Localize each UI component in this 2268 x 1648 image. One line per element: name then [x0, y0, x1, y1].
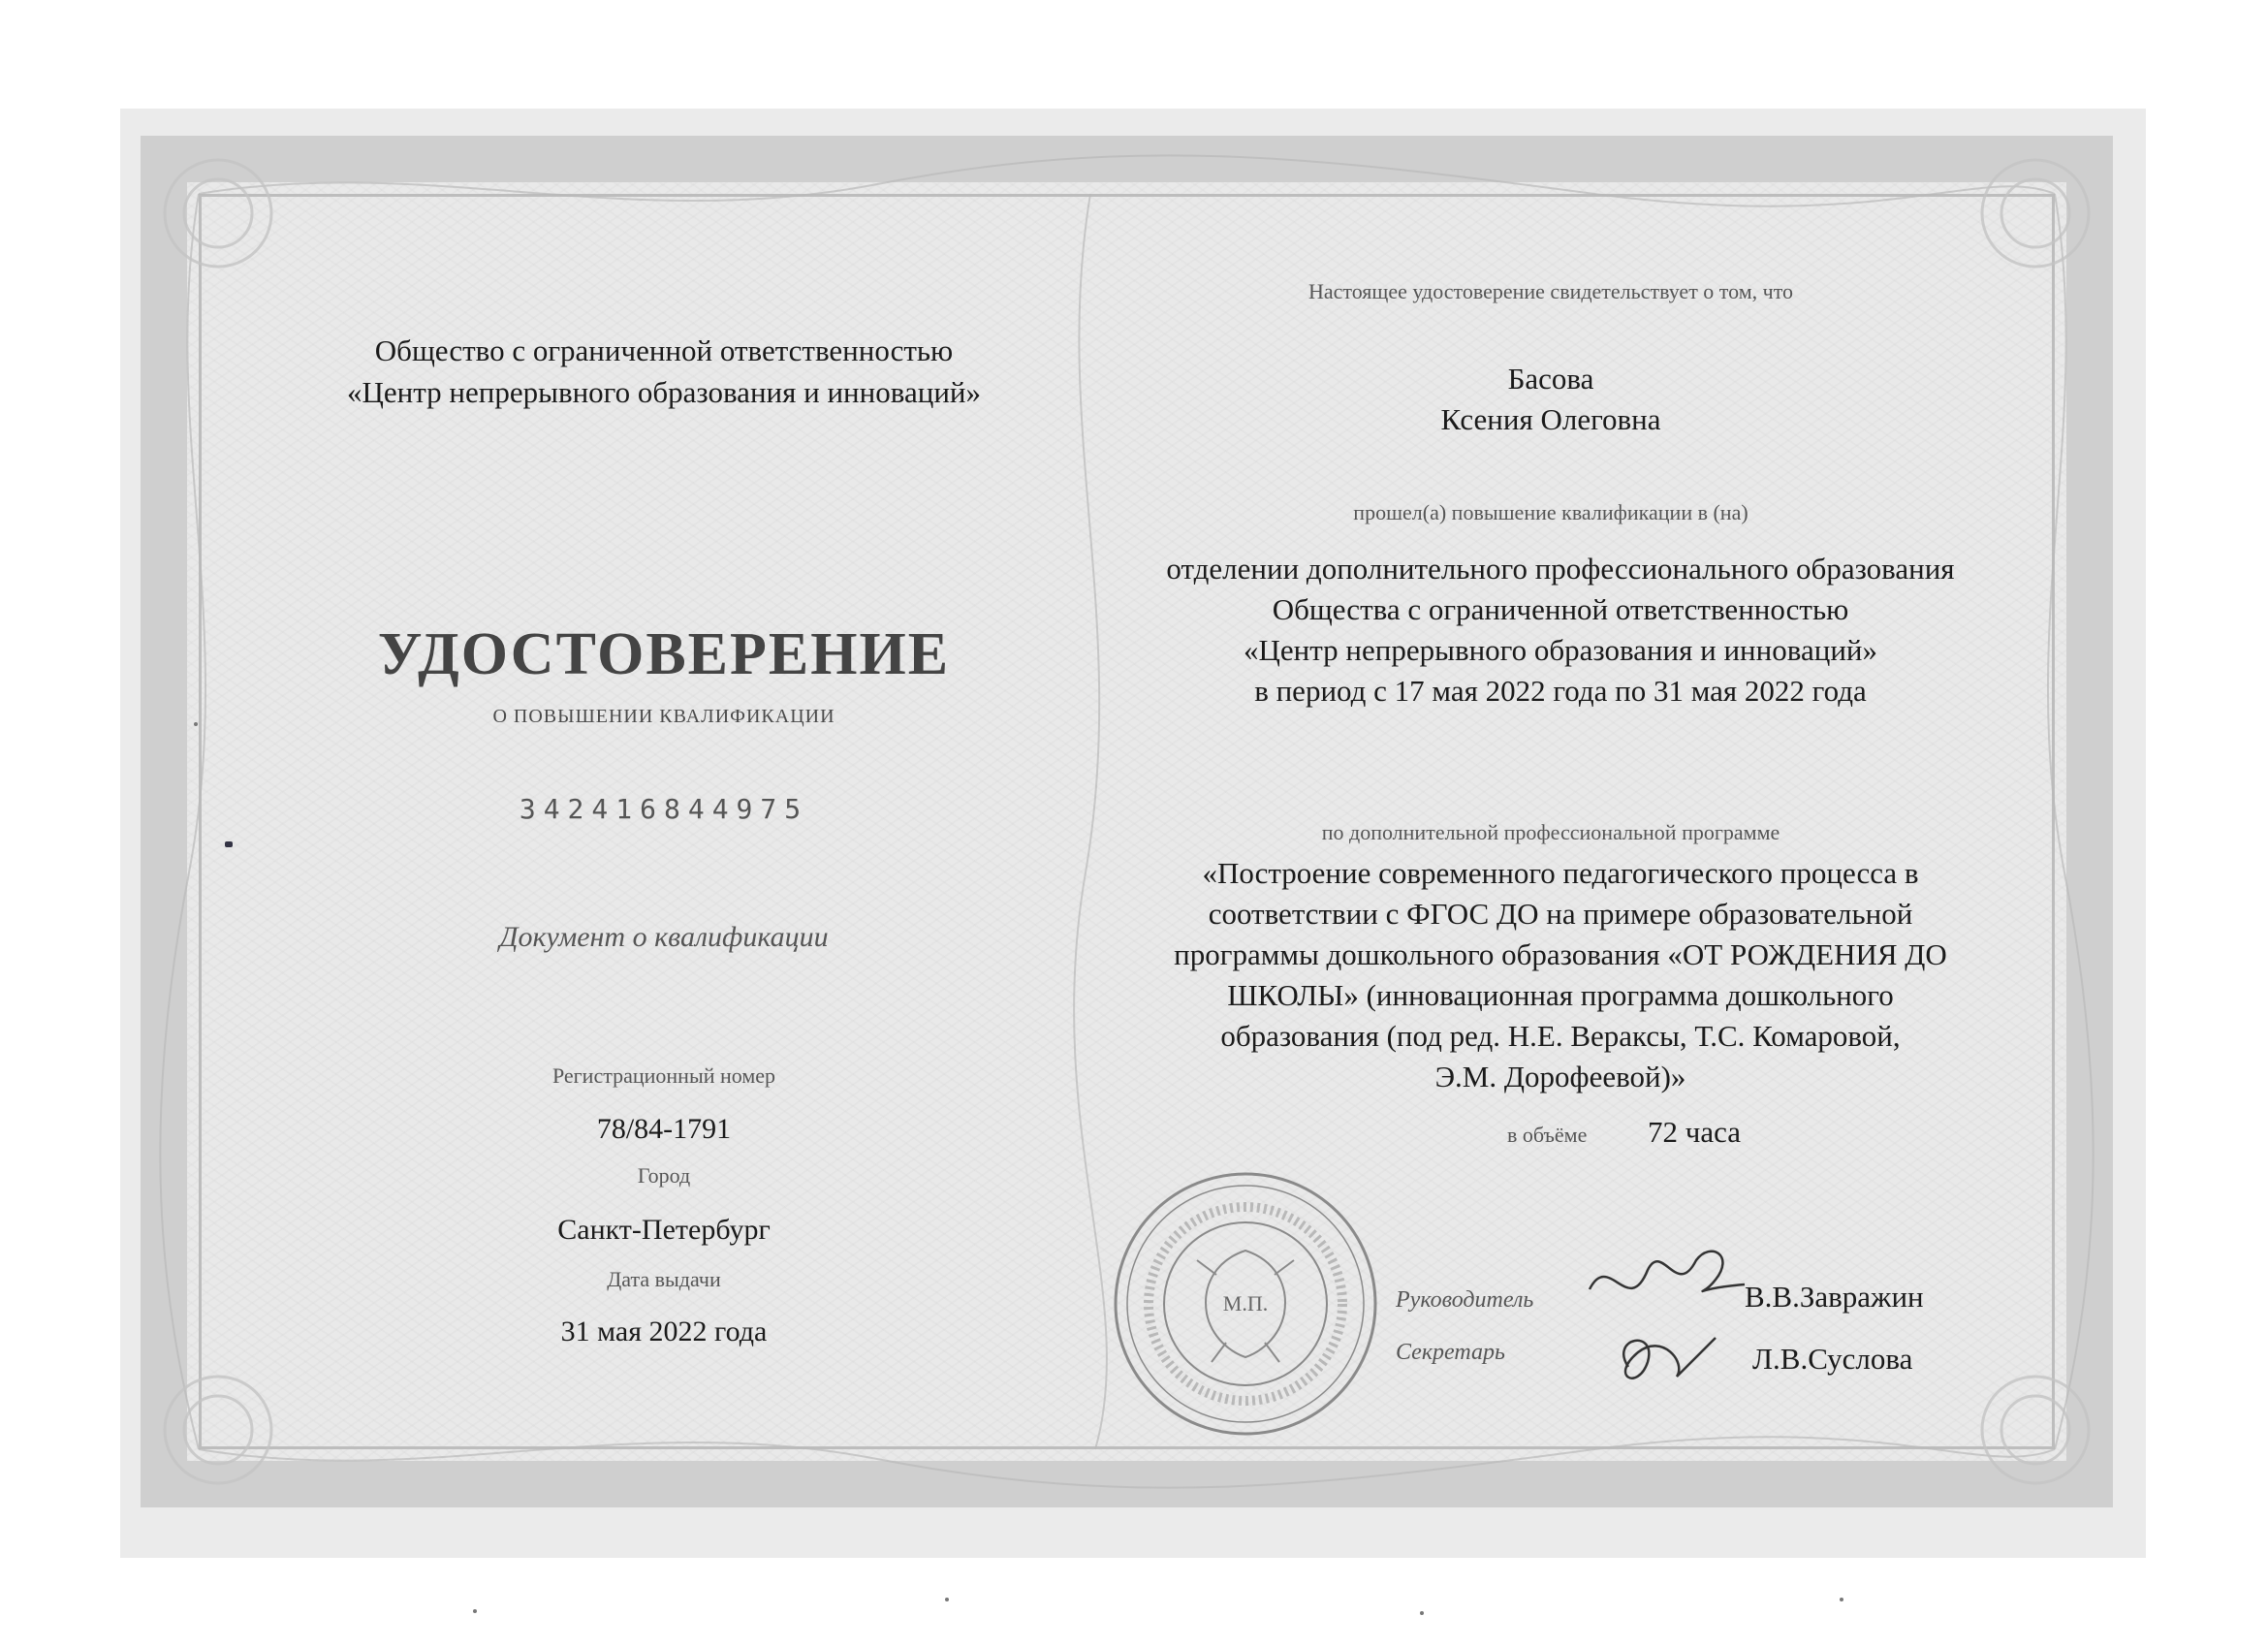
- document-kind: Документ о квалификации: [499, 921, 829, 953]
- program-line: программы дошкольного образования «ОТ РОЖДЕНИЯ ДО: [1174, 937, 1947, 971]
- secretary-name: Л.В.Суслова: [1752, 1342, 1913, 1376]
- serial-number: 342416844975: [519, 793, 809, 825]
- city-value: Санкт-Петербург: [557, 1214, 771, 1246]
- program-line: «Построение современного педагогического процесса в: [1202, 856, 1919, 890]
- program-line: образования (под ред. Н.Е. Вераксы, Т.С. Комаровой,: [1220, 1019, 1901, 1053]
- issue-date: 31 мая 2022 года: [560, 1315, 768, 1347]
- period-line: в период с 17 мая 2022 года по 31 мая 2022 года: [1254, 674, 1867, 708]
- program-line: ШКОЛЫ» (инновационная программа дошкольного: [1227, 978, 1894, 1012]
- passed-label: прошел(а) повышение квалификации в (на): [1353, 500, 1748, 524]
- scan-speck: [1840, 1598, 1843, 1601]
- department-line: «Центр непрерывного образования и инноваций»: [1244, 633, 1877, 667]
- issuing-organization: [281, 330, 1047, 413]
- organization-line: Общество с ограниченной ответственностью: [374, 333, 954, 367]
- holder-name: [1202, 359, 1900, 440]
- secretary-role: Секретарь: [1396, 1340, 1505, 1365]
- holder-last-name: Басова: [1507, 362, 1594, 396]
- head-name: В.В.Завражин: [1745, 1280, 1924, 1314]
- program-label: по дополнительной профессиональной программе: [1321, 820, 1780, 844]
- issue-date-label: Дата выдачи: [607, 1267, 721, 1291]
- holder-first-names: Ксения Олеговна: [1440, 402, 1661, 436]
- certificate-title: УДОСТОВЕРЕНИЕ: [377, 621, 951, 687]
- certificate-subtitle: О ПОВЫШЕНИИ КВАЛИФИКАЦИИ: [492, 706, 835, 727]
- program-line: соответствии с ФГОС ДО на примере образовательной: [1208, 897, 1913, 931]
- scan-speck: [1420, 1611, 1424, 1615]
- registration-label: Регистрационный номер: [551, 1063, 776, 1088]
- volume-label: в объёме: [1507, 1123, 1588, 1147]
- program-line: Э.М. Дорофеевой)»: [1434, 1060, 1686, 1093]
- program-title: [1134, 853, 1987, 1097]
- head-role: Руководитель: [1396, 1287, 1534, 1313]
- official-seal: [1110, 1168, 1381, 1440]
- seal-mark: М.П.: [1222, 1291, 1269, 1315]
- volume-value: 72 часа: [1648, 1115, 1741, 1149]
- scan-speck: [473, 1609, 477, 1613]
- department-block: [1124, 549, 1997, 712]
- intro-text: Настоящее удостоверение свидетельствует о том, что: [1307, 279, 1794, 303]
- scan-speck: [194, 722, 198, 726]
- scan-speck: [945, 1598, 949, 1601]
- scan-speck: [225, 841, 233, 847]
- organization-line: «Центр непрерывного образования и инноваций»: [347, 375, 981, 409]
- department-line: Общества с ограниченной ответственностью: [1272, 592, 1849, 626]
- registration-number: 78/84-1791: [596, 1113, 732, 1145]
- city-label: Город: [637, 1163, 691, 1188]
- department-line: отделении дополнительного профессионального образования: [1166, 552, 1955, 586]
- head-signature: [1570, 1231, 1764, 1406]
